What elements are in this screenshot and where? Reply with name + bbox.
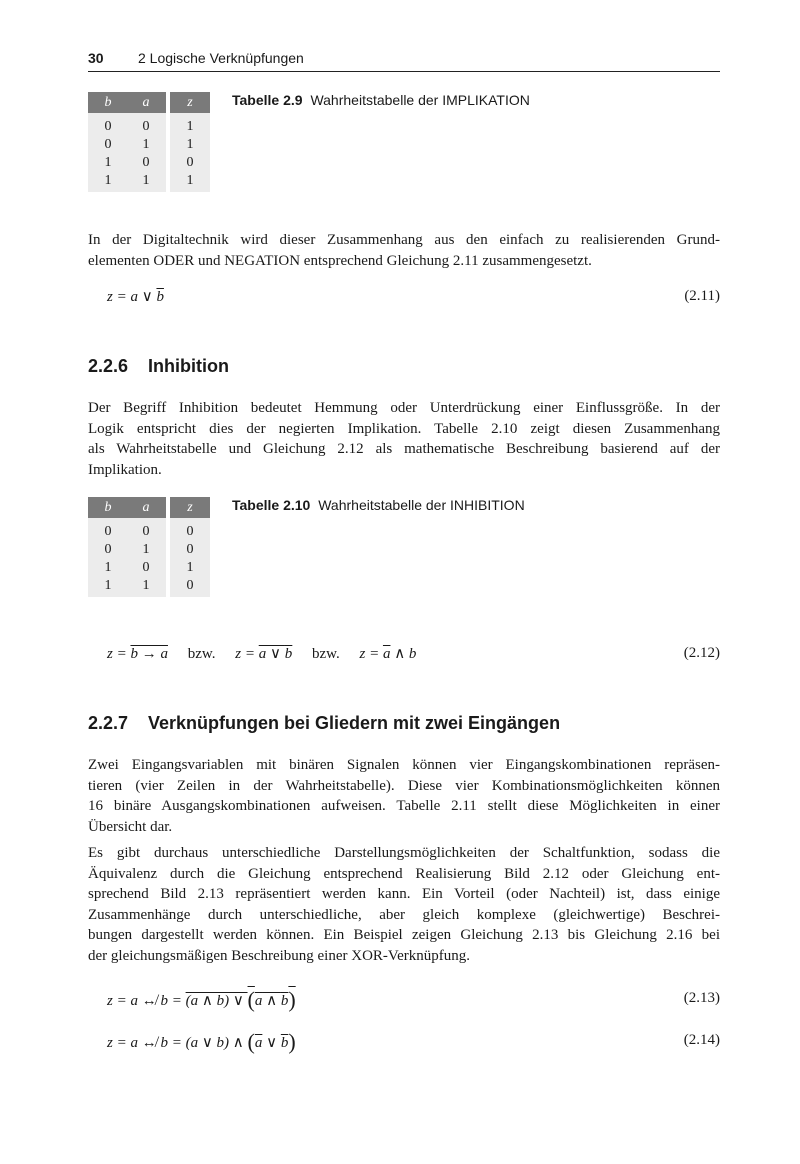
table-cell: 1 xyxy=(104,560,112,575)
text-line: Es gibt durchaus unterschiedliche Darstellungsmöglichkeiten der Schaltfunktion, sodass die xyxy=(88,845,720,861)
equation-number: (2.11) xyxy=(684,288,720,304)
paragraph-eingangsvariablen xyxy=(88,755,720,837)
table-cell: 1 xyxy=(186,560,194,575)
header-b: b xyxy=(104,95,112,110)
text-line: Äquivalenz durch die Gleichung entsprechend Realisierung Bild 2.12 oder Gleichung ent- xyxy=(88,865,720,882)
text-line: Logik entspricht dies der negierten Implikation. Tabelle 2.10 zeigt diesen Zusammenhang xyxy=(88,420,720,437)
paren-close: ) xyxy=(288,987,296,1012)
table-cell: 1 xyxy=(186,119,194,134)
table-cell: 0 xyxy=(186,542,194,557)
text-line: Übersicht dar. xyxy=(88,818,173,835)
equation-lhs: z = xyxy=(107,646,131,662)
chapter-title: 2 Logische Verknüpfungen xyxy=(138,50,304,66)
equation-2-12 xyxy=(107,644,416,663)
table-cell: 1 xyxy=(142,578,150,593)
table-cell: 0 xyxy=(186,578,194,593)
table-cell: 0 xyxy=(104,119,112,134)
table-cell: 0 xyxy=(142,119,150,134)
paren-open: ( xyxy=(247,1029,255,1054)
table-cell: 0 xyxy=(104,524,112,539)
separator-bzw: bzw. xyxy=(187,646,216,662)
table-header-inputs xyxy=(88,497,166,518)
and-b: ∧ b xyxy=(390,646,417,662)
text-line: Zusammenhänge durch unterschiedliche, aber gleich komplexe (gleichwertige) Beschrei- xyxy=(88,906,720,923)
table-cell: 1 xyxy=(142,137,150,152)
equation-number: (2.12) xyxy=(683,645,720,661)
table-cell: 1 xyxy=(186,137,194,152)
truth-table-inhibition xyxy=(88,497,210,597)
negated-expression xyxy=(185,987,296,1012)
caption-label: Tabelle 2.9 xyxy=(232,92,303,108)
table-header-output xyxy=(170,497,210,518)
equation-number: (2.14) xyxy=(683,1032,720,1048)
or-left: a ∨ xyxy=(258,646,285,662)
page-number: 30 xyxy=(88,50,104,66)
table-body-inputs xyxy=(88,113,166,192)
and-term: (a ∧ b) ∨ xyxy=(185,993,248,1009)
text-line: elementen ODER und NEGATION entsprechend Gleichung 2.11 zusammengesetzt. xyxy=(88,252,592,269)
text-line: Implikation. xyxy=(88,461,162,478)
equation-lhs: z = a ∨ xyxy=(107,289,157,305)
text-line: Zwei Eingangsvariablen mit binären Signalen können vier Eingangskombinationen repräsen- xyxy=(88,757,720,773)
negated-implication: b → a xyxy=(130,646,168,662)
caption-label: Tabelle 2.10 xyxy=(232,497,311,513)
table-body-output xyxy=(170,113,210,192)
text-line: sprechend Bild 2.13 repräsentiert werden kann. Ein Vorteil (oder Nachteil) ist, dass einige xyxy=(88,886,720,902)
section-title: Verknüpfungen bei Gliedern mit zwei Eingängen xyxy=(148,713,561,733)
text-line: In der Digitaltechnik wird dieser Zusammenhang aus den einfach zu realisierenden Grund- xyxy=(88,232,720,248)
section-heading-2-2-6 xyxy=(88,356,229,377)
section-number: 2.2.7 xyxy=(88,713,129,733)
paren-open: ( xyxy=(247,987,255,1012)
text-line: bungen dargestellt werden können. Ein Beispiel zeigen Gleichung 2.13 bis Gleichung 2.16 bei xyxy=(88,927,720,943)
text-line: Der Begriff Inhibition bedeutet Hemmung oder Unterdrückung einer Einflussgröße. In der xyxy=(88,400,720,416)
negated-b: $\overline{b}$ xyxy=(156,289,164,305)
equation-number: (2.13) xyxy=(683,990,720,1006)
table-body-output xyxy=(170,518,210,597)
table-cell: 1 xyxy=(104,155,112,170)
negated-a: a xyxy=(254,993,263,1009)
header-a: a xyxy=(142,95,150,110)
table-cell: 0 xyxy=(186,155,194,170)
header-z: z xyxy=(187,95,193,110)
table-body-inputs xyxy=(88,518,166,597)
table-cell: 0 xyxy=(104,137,112,152)
negated-b: b xyxy=(284,646,293,662)
operator: ∨ xyxy=(262,1035,281,1051)
section-number: 2.2.6 xyxy=(88,356,129,376)
text-line: der gleichungsmäßigen Beschreibung einer XOR-Verknüpfung. xyxy=(88,947,470,964)
paragraph-digitaltechnik xyxy=(88,230,720,271)
equation-2-11 xyxy=(107,287,164,306)
header-z: z xyxy=(187,500,193,515)
table-cell: 0 xyxy=(142,155,150,170)
caption-text: Wahrheitstabelle der INHIBITION xyxy=(318,497,525,513)
table-cell: 1 xyxy=(186,173,194,188)
table-cell: 0 xyxy=(186,524,194,539)
table-cell: 0 xyxy=(142,560,150,575)
table-header-output xyxy=(170,92,210,113)
negated-a: $\overline{a}$ xyxy=(254,1035,263,1051)
paragraph-darstellungsmoeglichkeiten xyxy=(88,843,720,966)
text-line: tieren (vier Zeilen in der Wahrheitstabelle). Diese vier Kombinationsmöglichkeiten können xyxy=(88,777,720,794)
paren-close: ) xyxy=(288,1029,296,1054)
equation-lhs: z = a ↮ b = xyxy=(107,993,186,1009)
text-line: als Wahrheitstabelle und Gleichung 2.12 als mathematische Beschreibung basierend auf der xyxy=(88,441,720,457)
separator-bzw: bzw. xyxy=(311,646,340,662)
equation-lhs: z = xyxy=(359,646,383,662)
equation-2-14 xyxy=(107,1029,296,1055)
header-a: a xyxy=(142,500,150,515)
table-caption-2-9 xyxy=(232,92,530,108)
running-head xyxy=(88,50,720,70)
section-title: Inhibition xyxy=(148,356,229,376)
table-cell: 1 xyxy=(142,542,150,557)
table-cell: 1 xyxy=(104,578,112,593)
section-heading-2-2-7 xyxy=(88,713,560,734)
truth-table-implikation xyxy=(88,92,210,192)
header-rule xyxy=(88,71,720,72)
negated-or xyxy=(259,646,292,662)
table-cell: 1 xyxy=(142,173,150,188)
table-cell: 1 xyxy=(104,173,112,188)
text-line: 16 binäre Ausgangskombinationen aufweisen. Tabelle 2.11 stellt diese Möglichkeiten in einer xyxy=(88,798,720,814)
negated-b: $\overline{b}$ xyxy=(280,1035,289,1051)
equation-2-13 xyxy=(107,987,296,1013)
paragraph-inhibition xyxy=(88,398,720,480)
negated-a: $\overline{a}$ xyxy=(382,646,391,662)
negated-b: b xyxy=(280,993,289,1009)
table-cell: 0 xyxy=(104,542,112,557)
header-b: b xyxy=(104,500,112,515)
caption-text: Wahrheitstabelle der IMPLIKATION xyxy=(310,92,530,108)
table-header-inputs xyxy=(88,92,166,113)
equation-lhs: z = xyxy=(235,646,259,662)
table-caption-2-10 xyxy=(232,497,525,513)
operator: ∧ xyxy=(262,993,281,1009)
equation-lhs: z = a ↮ b = (a ∨ b) ∧ xyxy=(107,1035,248,1051)
table-cell: 0 xyxy=(142,524,150,539)
